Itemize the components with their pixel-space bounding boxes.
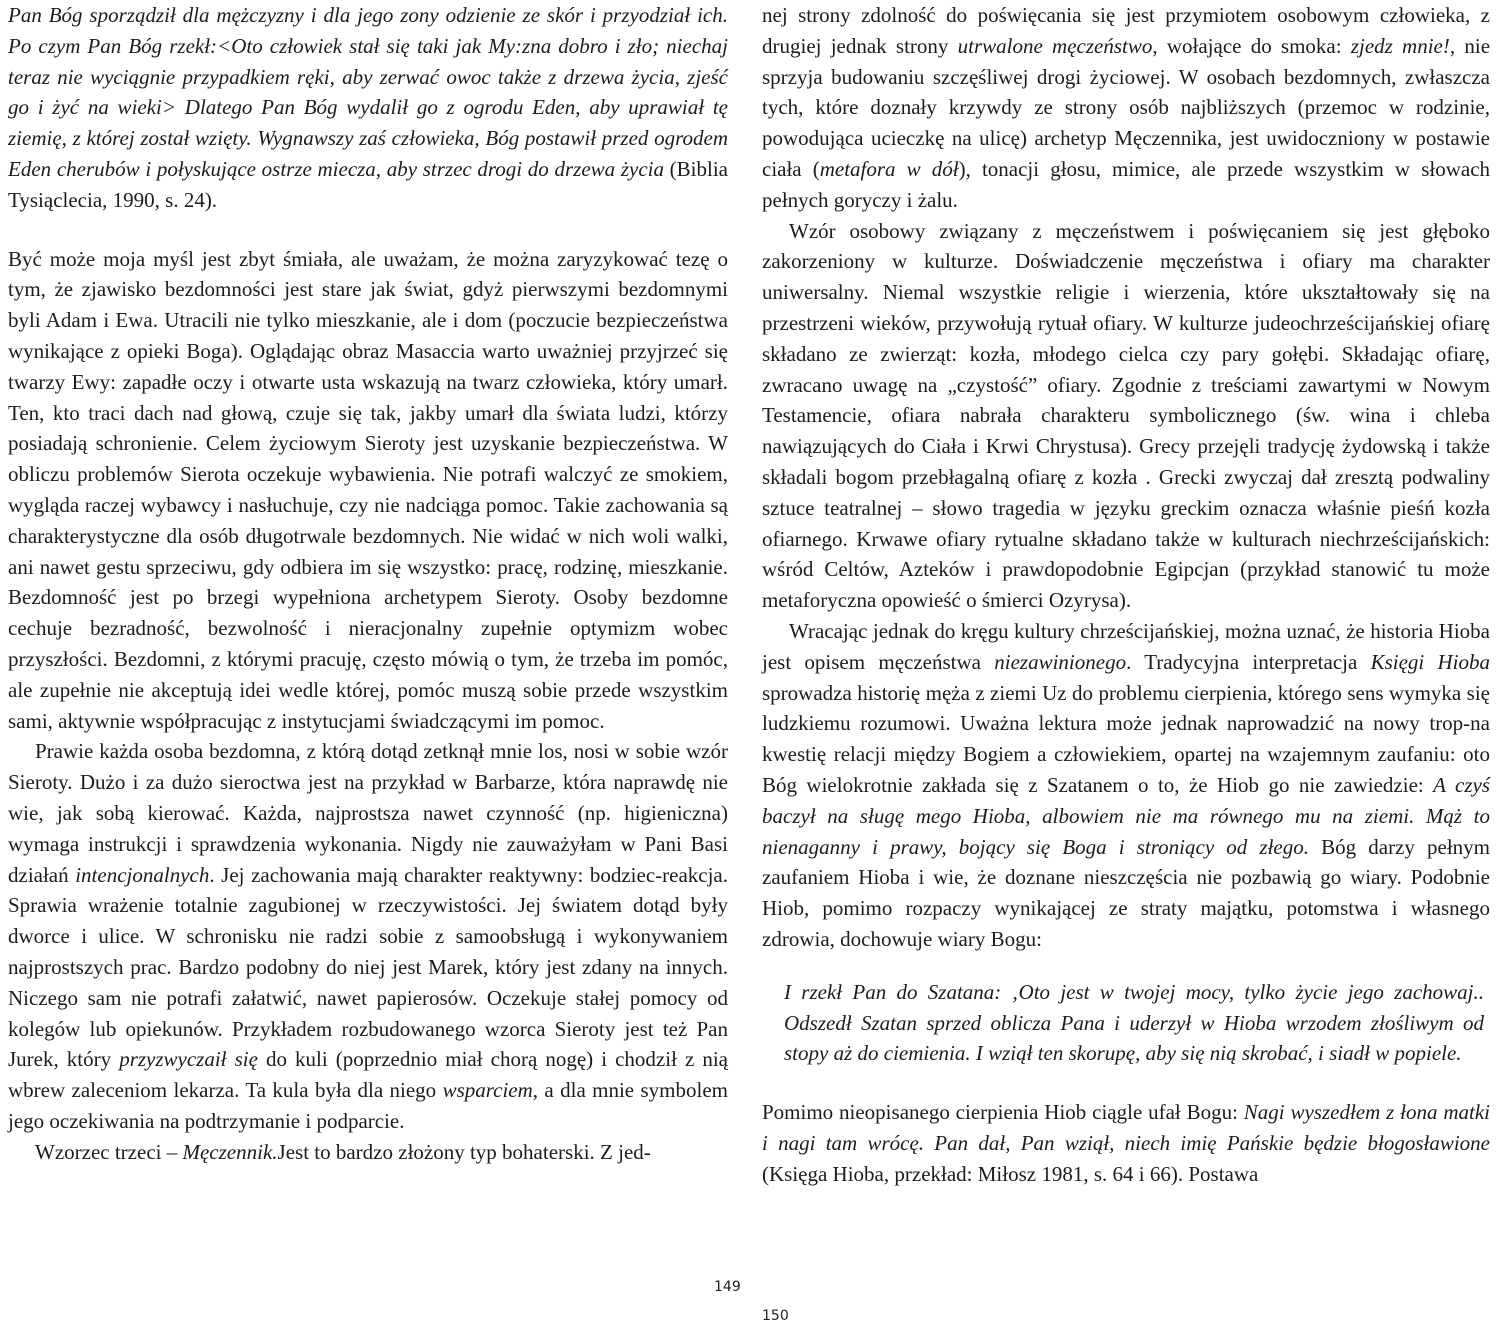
text-run: . Tradycyjna interpretacja [1126,649,1371,674]
emphasis: intencjonalnych [75,862,210,887]
text-run: (Księga Hioba, przekład: Miłosz 1981, s. 64 i 66). Postawa [762,1161,1259,1186]
text-run: . Jej zachowania mają charakter reaktywny: bodziec-reakcja. Sprawia wrażenie totalnie zagubionej w rzeczywistości. Jej światem dotąd były dworce i ulice. W schronisku nie radzi sobie z samoobsługą i wykonywaniem najprostszych prac. Bardzo podobny do niej jest Marek, który jest zdany na innych. Niczego sam nie potrafi załatwić, nawet papierosów. Oczekuje stałej pomocy od kolegów lub opiekunów. Przykładem rozbudowanego wzorca Sieroty jest też Pan Jurek, który [8,862,729,1072]
emphasis: niezawinionego [994,649,1127,674]
paragraph-meczennik-continued [762,0,1490,216]
paragraph-bezdomni-examples [8,736,728,1136]
bible-quote [8,0,728,216]
paragraph-hiob-trust [762,1097,1490,1189]
emphasis: utrwalone męczeństwo [957,33,1153,58]
emphasis: przyzwyczaił się [119,1047,258,1072]
hiob-quote: I rzekł Pan do Szatana: ‚Oto jest w twojej mocy, tylko życie jego zachowaj.. Odszedł Szatan sprzed oblicza Pana i uderzył w Hioba wrzodem złośliwym od stopy aż do ciemienia. I wziął ten skorupę, aby się nią skrobać, i siadł w popiele. [784,979,1484,1066]
emphasis: Księgi Hioba [1370,649,1490,674]
emphasis: Nagi wyszedłem z łona matki i nagi tam wrócę. Pan dał, Pan wziął, niech imię Pańskie będzie błogosławione [762,1100,1490,1155]
left-page [8,0,728,1167]
text-run: do kuli (poprzednio miał chorą nogę) i chodził z nią wbrew zaleceniom lekarza. Ta kula była dla niego [8,1047,728,1103]
paragraph-meczennik-intro [8,1137,728,1168]
text-run: Bóg darzy pełnym zaufaniem Hioba i wie, że doznane nieszczęścia nie pozbawią go wiary. Podobnie Hiob, pomimo rozpaczy wynikającej ze straty majątku, potomstwa i własnego zdrowia, dochowuje wiary Bogu: [762,834,1490,951]
paragraph-sierota: Być może moja myśl jest zbyt śmiała, ale uważam, że można zaryzykować tezę o tym, że zjawisko bezdomności jest stare jak świat, gdyż pierwszymi bezdomnymi byli Adam i Ewa. Utracili nie tylko mieszkanie, ale i dom (poczucie bezpieczeństwa wynikające z opieki Boga). Oglądając obraz Masaccia warto uważniej przyjrzeć się twarzy Ewy: zapadłe oczy i otwarte usta wskazują na twarz człowieka, który umarł. Ten, kto traci dach nad głową, czuje się tak, jakby umarł dla świata ludzi, którzy posiadają schronienie. Celem życiowym Sieroty jest uzyskanie bezpieczeństwa. W obliczu problemów Sierota oczekuje wybawienia. Nie potrafi walczyć ze smokiem, wygląda raczej wybawcy i nasłuchuje, czy nie nadciąga pomoc. Takie zachowania są charakterystyczne dla osób długotrwale bezdomnych. Nie widać w nich woli walki, ani nawet gestu sprzeciwu, gdy odbiera im się wszystko: pracę, rodzinę, mieszkanie. Bezdomność jest po brzegi wypełniona archetypem Sieroty. Osoby bezdomne cechuje bezradność, bezwolność i nieracjonalny zupełnie optymizm wobec przyszłości. Bezdomni, z którymi pracuję, często mówią o tym, że trzeba im pomóc, ale zupełnie nie akceptują idei wedle której, pomóc muszą sobie przede wszystkim sami, aktywnie współpracując z instytucjami świadczącymi im pomoc. [8,246,728,733]
paragraph-hiob [762,616,1490,955]
bible-quote-citation: (Biblia Tysiąclecia, 1990, s. 24). [8,156,729,212]
text-run: ), tonacji głosu, mimice, ale przede wszystkim w słowach pełnych goryczy i żalu. [762,156,1491,212]
emphasis: A czyś baczył na sługę mego Hioba, albowiem nie ma równego mu na ziemi. Mąż to nienaganny i prawy, bojący się Boga i stroniący od złego. [762,772,1490,859]
text-run: Jest to bardzo złożony typ bohaterski. Z jed- [277,1139,651,1164]
emphasis: wsparciem [442,1078,533,1103]
emphasis: zjedz mnie! [1350,33,1450,58]
text-run: , a dla mnie symbolem jego oczekiwania na podtrzymanie i podparcie. [8,1078,728,1133]
text-run: Prawie każda osoba bezdomna, z którą dotąd zetknął mnie los, nosi w sobie wzór Sieroty. Dużo i za dużo sieroctwa jest na przykład w Barbarze, która naprawdę nie wie, jak sobą kierować. Każda, najprostsza nawet czynność (np. higieniczna) wymaga instrukcji i sprawdzenia wykonania. Nigdy nie zauważyłam w Pani Basi działań [8,739,728,887]
text-run: , nie sprzyja budowaniu szczęśliwej drogi życiowej. W osobach bezdomnych, zwłaszcza tych, które doznały krzywdy ze strony osób najbliższych (przemoc w rodzinie, powodująca ucieczkę na ulicę) archetyp Męczennika, jest uwidoczniony w postawie ciała ( [762,33,1491,181]
bible-quote-text: Pan Bóg sporządził dla mężczyzny i dla jego zony odzienie ze skór i przyodział ich. Po czym Pan Bóg rzekł:<Oto człowiek stał się taki jak My:zna dobro i zło; niechaj teraz nie wyciągnie przypadkiem ręki, aby zerwać owoc także z drzewa życia, zjeść go i żyć na wieki> Dlatego Pan Bóg wydalił go z ogrodu Eden, aby uprawiał tę ziemię, z której został wzięty. Wygnawszy zaś człowieka, Bóg postawił przed ogrodem Eden cherubów i połyskujące ostrze miecza, aby strzec drogi do drzewa życia [8,3,728,181]
text-run: Wzorzec trzeci – [35,1139,183,1164]
text-run: nej strony zdolność do poświęcania się jest przymiotem osobowym człowieka, z drugiej jednak strony [762,3,1490,58]
text-run: Pomimo nieopisanego cierpienia Hiob ciągle ufał Bogu: [762,1100,1244,1125]
text-run: Wracając jednak do kręgu kultury chrześcijańskiej, można uznać, że historia Hioba jest opisem męczeństwa [762,618,1490,674]
page-number-left: 149 [714,1279,741,1295]
emphasis: Męczennik. [182,1139,278,1164]
page-number-right: 150 [762,1308,789,1324]
text-run: , wołające do smoka: [1152,33,1351,58]
emphasis: metafora w dół [819,156,959,181]
right-page [762,0,1490,1189]
text-run: sprowadza historię męża z ziemi Uz do problemu cierpienia, którego sens wymyka się ludzkiemu rozumowi. Uważna lektura może jednak naprowadzić na nowy trop-na kwestię relacji między Bogiem a człowiekiem, opartej na wzajemnym zaufaniu: oto Bóg wielokrotnie zakłada się z Szatanem o to, że Hiob go nie zawiedzie: [762,680,1490,797]
paragraph-ofiara: Wzór osobowy związany z męczeństwem i poświęcaniem się jest głęboko zakorzeniony w kulturze. Doświadczenie męczeństwa i ofiary ma charakter uniwersalny. Niemal wszystkie religie i wierzenia, które ukształtowały się na przestrzeni wieków, przywołują rytuał ofiary. W kulturze judeochrześcijańskiej ofiarę składano ze zwierząt: kozła, młodego cielca czy pary gołębi. Składając ofiarę, zwracano uwagę na „czystość” ofiary. Zgodnie z treściami zawartymi w Nowym Testamencie, ofiara nabrała charakteru symbolicznego (św. wina i chleba nawiązujących do Ciała i Krwi Chrystusa). Grecy przejęli tradycję żydowską i także składali bogom przebłagalną ofiarę z kozła . Grecki zwyczaj dał zresztą podwaliny sztuce teatralnej – słowo tragedia w języku greckim oznacza właśnie pieśń kozła ofiarnego. Krwawe ofiary rytualne składano także w kulturach niechrześcijańskich: wśród Celtów, Azteków i prawdopodobnie Egipcjan (przykład stanowić tu może metaforyczna opowieść o śmierci Ozyrysa). [762,218,1490,613]
